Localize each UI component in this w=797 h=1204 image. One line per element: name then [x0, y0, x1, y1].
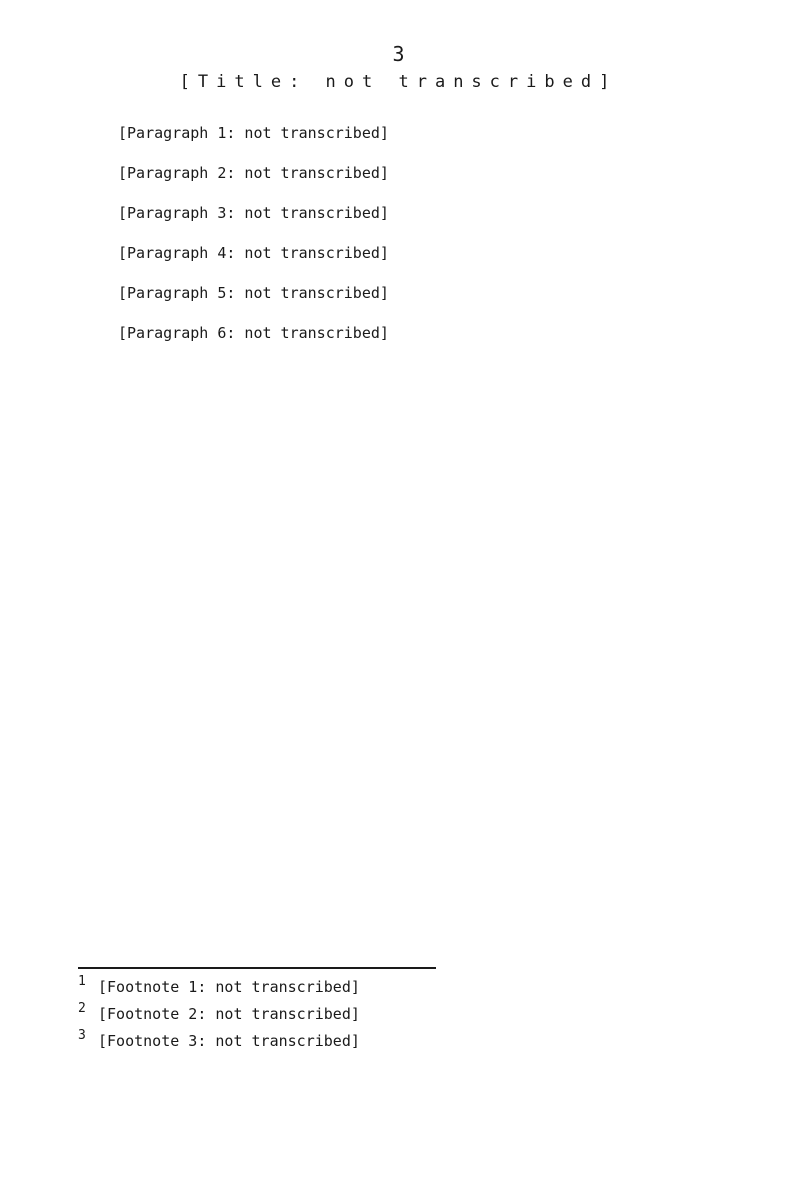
paragraph: [Paragraph 3: not transcribed]: [118, 204, 389, 222]
footnotes: [78, 974, 750, 1055]
paragraph: [Paragraph 1: not transcribed]: [118, 124, 389, 142]
body-text: [78, 116, 750, 356]
footnote: [78, 1001, 750, 1028]
footnote: [78, 974, 750, 1001]
footnote: [78, 1028, 750, 1055]
footnote-text: [Footnote 3: not transcribed]: [98, 1032, 360, 1050]
footnote-text: [Footnote 2: not transcribed]: [98, 1005, 360, 1023]
paragraph: [Paragraph 5: not transcribed]: [118, 284, 389, 302]
footnote-divider: [78, 967, 436, 969]
page-number: 3: [392, 42, 405, 66]
paragraph: [Paragraph 6: not transcribed]: [118, 324, 389, 342]
paragraph: [Paragraph 4: not transcribed]: [118, 244, 389, 262]
footnote-marker: 1: [78, 974, 86, 989]
footnote-marker: 3: [78, 1028, 86, 1043]
footnote-marker: 2: [78, 1001, 86, 1016]
paragraph: [Paragraph 2: not transcribed]: [118, 164, 389, 182]
footnote-text: [Footnote 1: not transcribed]: [98, 978, 360, 996]
page-title: [Title: not transcribed]: [179, 72, 618, 92]
